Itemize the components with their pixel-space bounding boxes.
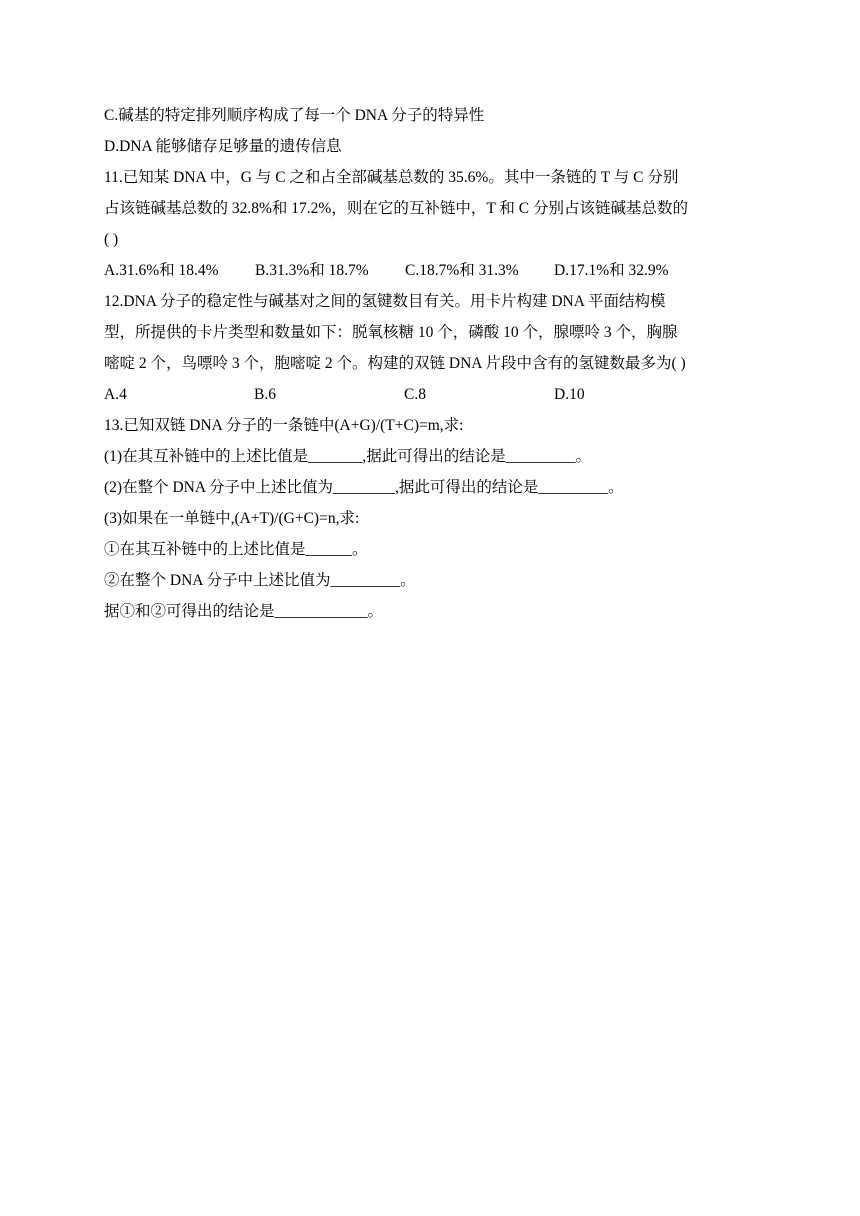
- q11-stem-line-1: 11.已知某 DNA 中，G 与 C 之和占全部碱基总数的 35.6%。其中一条链的 T 与 C 分别: [104, 169, 679, 186]
- q12-option-d: D.10: [554, 386, 585, 403]
- q10-option-d: D.DNA 能够储存足够量的遗传信息: [104, 138, 342, 155]
- q11-option-d: D.17.1%和 32.9%: [554, 262, 669, 279]
- q13-sub-1: ①在其互补链中的上述比值是______。: [104, 541, 368, 558]
- q12-option-b: B.6: [254, 386, 276, 403]
- q13-part-2: (2)在整个 DNA 分子中上述比值为________,据此可得出的结论是_________。: [104, 479, 624, 496]
- q11-option-c: C.18.7%和 31.3%: [405, 262, 519, 279]
- document-page: [104, 100, 764, 627]
- q12-options: [104, 379, 764, 410]
- q13-part-3: (3)如果在一单链中,(A+T)/(G+C)=n,求:: [104, 510, 360, 527]
- q13-conclusion: 据①和②可得出的结论是____________。: [104, 603, 384, 620]
- q12-stem-line-1: 12.DNA 分子的稳定性与碱基对之间的氢键数目有关。用卡片构建 DNA 平面结构模: [104, 293, 666, 310]
- q13-sub-2: ②在整个 DNA 分子中上述比值为_________。: [104, 572, 416, 589]
- q11-options: [104, 255, 764, 286]
- q11-option-a: A.31.6%和 18.4%: [104, 262, 219, 279]
- q12-option-c: C.8: [404, 386, 426, 403]
- q11-stem-line-3: ( ): [104, 231, 119, 248]
- q11-stem-line-2: 占该链碱基总数的 32.8%和 17.2%，则在它的互补链中，T 和 C 分别占该链碱基总数的: [104, 200, 688, 217]
- q12-stem-line-3: 嘧啶 2 个，鸟嘌呤 3 个，胞嘧啶 2 个。构建的双链 DNA 片段中含有的氢键数最多为( ): [104, 355, 686, 372]
- q10-option-c: C.碱基的特定排列顺序构成了每一个 DNA 分子的特异性: [104, 107, 485, 124]
- q13-stem: 13.已知双链 DNA 分子的一条链中(A+G)/(T+C)=m,求:: [104, 417, 464, 434]
- q12-option-a: A.4: [104, 386, 127, 403]
- q12-stem-line-2: 型，所提供的卡片类型和数量如下：脱氧核糖 10 个，磷酸 10 个，腺嘌呤 3 个，胸腺: [104, 324, 678, 341]
- q13-part-1: (1)在其互补链中的上述比值是_______,据此可得出的结论是_________。: [104, 448, 591, 465]
- q11-option-b: B.31.3%和 18.7%: [255, 262, 369, 279]
